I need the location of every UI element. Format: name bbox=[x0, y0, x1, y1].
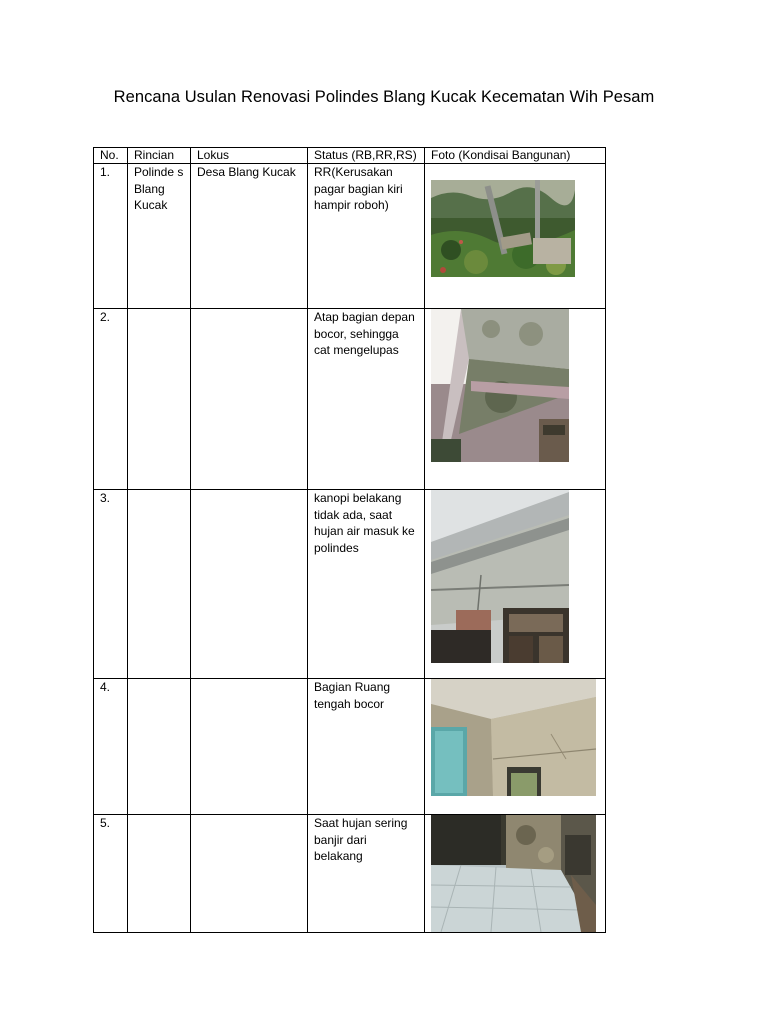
cell-lokus bbox=[191, 309, 308, 490]
header-no: No. bbox=[94, 148, 128, 164]
cell-status: Saat hujan sering banjir dari belakang bbox=[308, 815, 425, 933]
cell-photo bbox=[425, 815, 606, 933]
cell-no: 1. bbox=[94, 164, 128, 309]
cell-rincian bbox=[128, 679, 191, 815]
table-row bbox=[94, 815, 606, 933]
cell-photo bbox=[425, 309, 606, 490]
header-rincian: Rincian bbox=[128, 148, 191, 164]
cell-no: 5. bbox=[94, 815, 128, 933]
header-foto: Foto (Kondisai Bangunan) bbox=[425, 148, 606, 164]
cell-status: RR(Kerusakan pagar bagian kiri hampir roboh) bbox=[308, 164, 425, 309]
cell-status: Atap bagian depan bocor, sehingga cat mengelupas bbox=[308, 309, 425, 490]
cell-rincian bbox=[128, 309, 191, 490]
cell-photo bbox=[425, 679, 606, 815]
cell-photo bbox=[425, 490, 606, 679]
missing-canopy-photo bbox=[431, 490, 569, 663]
cell-photo bbox=[425, 164, 606, 309]
cell-status: kanopi belakang tidak ada, saat hujan air masuk ke polindes bbox=[308, 490, 425, 679]
header-lokus: Lokus bbox=[191, 148, 308, 164]
table-row bbox=[94, 679, 606, 815]
cell-lokus bbox=[191, 815, 308, 933]
cell-no: 2. bbox=[94, 309, 128, 490]
table-row bbox=[94, 164, 606, 309]
table-row bbox=[94, 490, 606, 679]
middle-room-leak-photo bbox=[431, 679, 596, 796]
cell-no: 3. bbox=[94, 490, 128, 679]
document-title: Rencana Usulan Renovasi Polindes Blang Kucak Kecematan Wih Pesam bbox=[113, 88, 655, 106]
table-row bbox=[94, 309, 606, 490]
leaking-roof-photo bbox=[431, 309, 569, 462]
cell-lokus bbox=[191, 679, 308, 815]
header-status: Status (RB,RR,RS) bbox=[308, 148, 425, 164]
cell-lokus: Desa Blang Kucak bbox=[191, 164, 308, 309]
table-header-row bbox=[94, 148, 606, 164]
cell-lokus bbox=[191, 490, 308, 679]
cell-no: 4. bbox=[94, 679, 128, 815]
cell-rincian bbox=[128, 490, 191, 679]
renovation-table bbox=[93, 147, 606, 933]
cell-rincian: Polinde s Blang Kucak bbox=[128, 164, 191, 309]
flooding-floor-photo bbox=[431, 815, 596, 932]
cell-status: Bagian Ruang tengah bocor bbox=[308, 679, 425, 815]
cell-rincian bbox=[128, 815, 191, 933]
broken-fence-photo bbox=[431, 180, 575, 277]
